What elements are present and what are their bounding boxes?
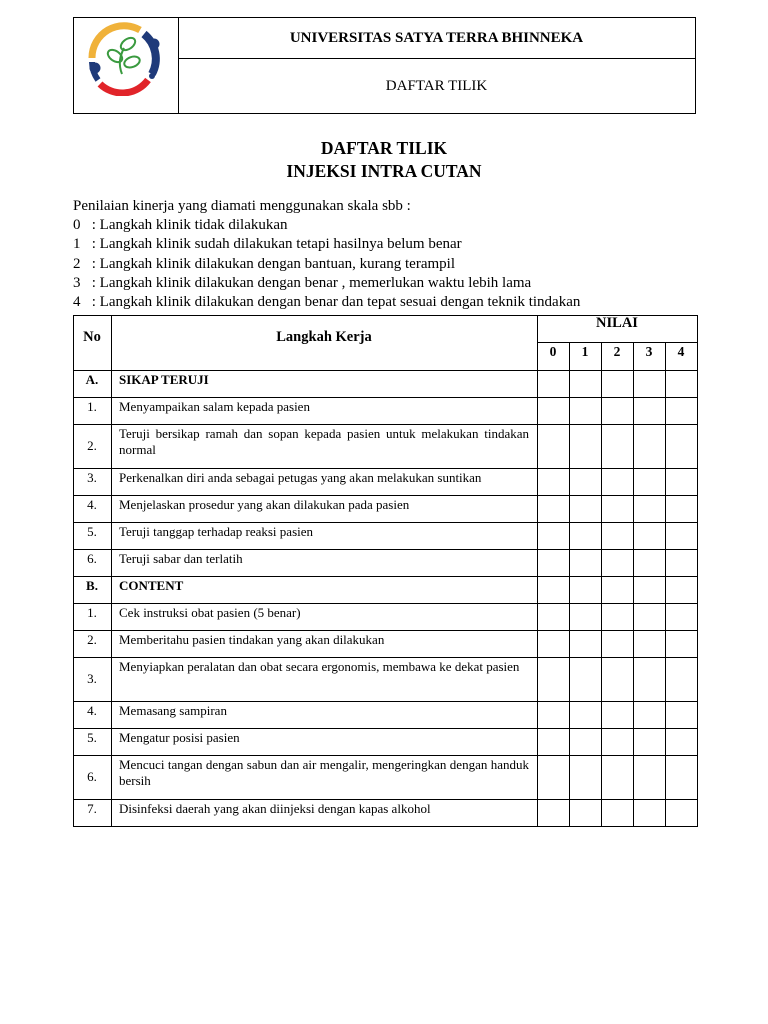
score-cell[interactable] xyxy=(666,800,697,826)
row-number: 5. xyxy=(87,730,97,745)
score-cell[interactable] xyxy=(570,496,601,522)
row-number: 1. xyxy=(87,605,97,620)
document-type: DAFTAR TILIK xyxy=(385,77,488,94)
score-cell[interactable] xyxy=(634,604,665,630)
score-header-3: 3 xyxy=(645,344,653,359)
step-text: Menjelaskan prosedur yang akan dilakukan pada pasien xyxy=(119,497,410,512)
score-cell[interactable] xyxy=(538,729,569,755)
score-cell[interactable] xyxy=(634,800,665,826)
step-text: Mengatur posisi pasien xyxy=(119,730,240,745)
score-cell[interactable] xyxy=(570,425,601,468)
row-number: 6. xyxy=(87,551,97,566)
score-cell[interactable] xyxy=(666,523,697,549)
row-number: 4. xyxy=(87,703,97,718)
score-cell[interactable] xyxy=(666,469,697,495)
header-border-right xyxy=(695,17,696,114)
intro-lead: Penilaian kinerja yang diamati menggunakan skala sbb : xyxy=(73,198,411,214)
score-cell[interactable] xyxy=(666,577,697,603)
header-border-bottom xyxy=(73,113,696,114)
step-text: Perkenalkan diri anda sebagai petugas yang akan melakukan suntikan xyxy=(119,470,482,485)
score-cell[interactable] xyxy=(634,523,665,549)
score-cell[interactable] xyxy=(634,425,665,468)
section-number: B. xyxy=(86,578,98,593)
score-cell[interactable] xyxy=(666,702,697,728)
score-cell[interactable] xyxy=(634,496,665,522)
step-text: Mencuci tangan dengan sabun dan air mengalir, mengeringkan dengan handuk bersih xyxy=(119,757,529,788)
score-cell[interactable] xyxy=(538,469,569,495)
step-text: Teruji bersikap ramah dan sopan kepada pasien untuk melakukan tindakan normal xyxy=(119,426,529,457)
university-logo-icon xyxy=(82,18,164,96)
score-cell[interactable] xyxy=(570,577,601,603)
score-cell[interactable] xyxy=(602,398,633,424)
table-border-bottom xyxy=(73,826,698,827)
score-cell[interactable] xyxy=(666,425,697,468)
university-name: UNIVERSITAS SATYA TERRA BHINNEKA xyxy=(289,29,584,46)
score-cell[interactable] xyxy=(602,729,633,755)
score-cell[interactable] xyxy=(602,604,633,630)
score-cell[interactable] xyxy=(570,756,601,799)
scale-item-3: 3 : Langkah klinik dilakukan dengan benar , memerlukan waktu lebih lama xyxy=(73,275,532,291)
score-cell[interactable] xyxy=(634,756,665,799)
score-cell[interactable] xyxy=(634,577,665,603)
score-cell[interactable] xyxy=(570,371,601,397)
score-cell[interactable] xyxy=(570,658,601,701)
row-number: 5. xyxy=(87,524,97,539)
step-text: Teruji sabar dan terlatih xyxy=(119,551,243,566)
score-cell[interactable] xyxy=(570,604,601,630)
score-cell[interactable] xyxy=(538,371,569,397)
step-text: Teruji tanggap terhadap reaksi pasien xyxy=(119,524,314,539)
section-title: CONTENT xyxy=(119,578,184,593)
score-cell[interactable] xyxy=(538,496,569,522)
score-cell[interactable] xyxy=(538,604,569,630)
table-border-left xyxy=(73,315,74,827)
score-cell[interactable] xyxy=(634,702,665,728)
score-cell[interactable] xyxy=(538,550,569,576)
page-subtitle: INJEKSI INTRA CUTAN xyxy=(286,161,482,181)
score-cell[interactable] xyxy=(570,550,601,576)
score-cell[interactable] xyxy=(602,658,633,701)
score-cell[interactable] xyxy=(602,425,633,468)
row-number: 6. xyxy=(87,769,97,784)
col-header-score: NILAI xyxy=(596,315,638,331)
score-cell[interactable] xyxy=(538,523,569,549)
score-cell[interactable] xyxy=(634,469,665,495)
score-cell[interactable] xyxy=(602,469,633,495)
score-cell[interactable] xyxy=(602,702,633,728)
score-cell[interactable] xyxy=(570,631,601,657)
score-cell[interactable] xyxy=(570,523,601,549)
score-cell[interactable] xyxy=(634,398,665,424)
score-cell[interactable] xyxy=(570,729,601,755)
score-cell[interactable] xyxy=(602,496,633,522)
score-cell[interactable] xyxy=(538,425,569,468)
row-number: 2. xyxy=(87,632,97,647)
score-header-divider xyxy=(537,342,698,343)
step-text: Cek instruksi obat pasien (5 benar) xyxy=(119,605,301,620)
step-text: Menyiapkan peralatan dan obat secara ergonomis, membawa ke dekat pasien xyxy=(119,659,520,674)
score-cell[interactable] xyxy=(538,800,569,826)
score-cell[interactable] xyxy=(666,729,697,755)
score-cell[interactable] xyxy=(666,604,697,630)
col-divider-no xyxy=(111,315,112,827)
score-header-2: 2 xyxy=(613,344,621,359)
scale-item-4: 4 : Langkah klinik dilakukan dengan benar dan tepat sesuai dengan teknik tindakan xyxy=(73,294,581,310)
step-text: Memberitahu pasien tindakan yang akan dilakukan xyxy=(119,632,385,647)
row-number: 3. xyxy=(87,470,97,485)
score-cell[interactable] xyxy=(602,577,633,603)
score-cell[interactable] xyxy=(666,550,697,576)
scale-item-0: 0 : Langkah klinik tidak dilakukan xyxy=(73,217,288,233)
score-cell[interactable] xyxy=(602,756,633,799)
score-cell[interactable] xyxy=(602,800,633,826)
score-cell[interactable] xyxy=(634,550,665,576)
row-number: 1. xyxy=(87,399,97,414)
score-cell[interactable] xyxy=(570,398,601,424)
row-number: 3. xyxy=(87,671,97,686)
score-cell[interactable] xyxy=(666,756,697,799)
score-cell[interactable] xyxy=(602,523,633,549)
score-cell[interactable] xyxy=(666,631,697,657)
score-cell[interactable] xyxy=(538,756,569,799)
score-cell[interactable] xyxy=(602,371,633,397)
col-header-no: No xyxy=(83,329,101,345)
score-cell[interactable] xyxy=(666,658,697,701)
score-cell[interactable] xyxy=(538,577,569,603)
score-cell[interactable] xyxy=(634,658,665,701)
score-cell[interactable] xyxy=(602,631,633,657)
score-cell[interactable] xyxy=(634,631,665,657)
score-cell[interactable] xyxy=(570,702,601,728)
row-number: 7. xyxy=(87,801,97,816)
score-cell[interactable] xyxy=(570,800,601,826)
step-text: Disinfeksi daerah yang akan diinjeksi dengan kapas alkohol xyxy=(119,801,431,816)
row-number: 2. xyxy=(87,438,97,453)
score-cell[interactable] xyxy=(570,469,601,495)
step-text: Menyampaikan salam kepada pasien xyxy=(119,399,310,414)
scale-item-2: 2 : Langkah klinik dilakukan dengan bantuan, kurang terampil xyxy=(73,256,455,272)
score-cell[interactable] xyxy=(538,702,569,728)
score-cell[interactable] xyxy=(634,729,665,755)
score-cell[interactable] xyxy=(666,398,697,424)
score-cell[interactable] xyxy=(538,658,569,701)
score-cell[interactable] xyxy=(666,371,697,397)
score-cell[interactable] xyxy=(538,398,569,424)
page-title: DAFTAR TILIK xyxy=(320,138,448,158)
score-cell[interactable] xyxy=(666,496,697,522)
section-number: A. xyxy=(85,372,99,387)
table-border-right xyxy=(697,315,698,827)
score-header-0: 0 xyxy=(549,344,557,359)
step-text: Memasang sampiran xyxy=(119,703,227,718)
col-header-step: Langkah Kerja xyxy=(276,329,372,345)
score-cell[interactable] xyxy=(602,550,633,576)
score-cell[interactable] xyxy=(538,631,569,657)
header-border-left xyxy=(73,17,74,114)
scale-item-1: 1 : Langkah klinik sudah dilakukan tetapi hasilnya belum benar xyxy=(73,236,462,252)
row-number: 4. xyxy=(87,497,97,512)
score-header-1: 1 xyxy=(581,344,589,359)
section-title: SIKAP TERUJI xyxy=(119,372,209,387)
score-header-4: 4 xyxy=(677,344,685,359)
score-cell[interactable] xyxy=(634,371,665,397)
